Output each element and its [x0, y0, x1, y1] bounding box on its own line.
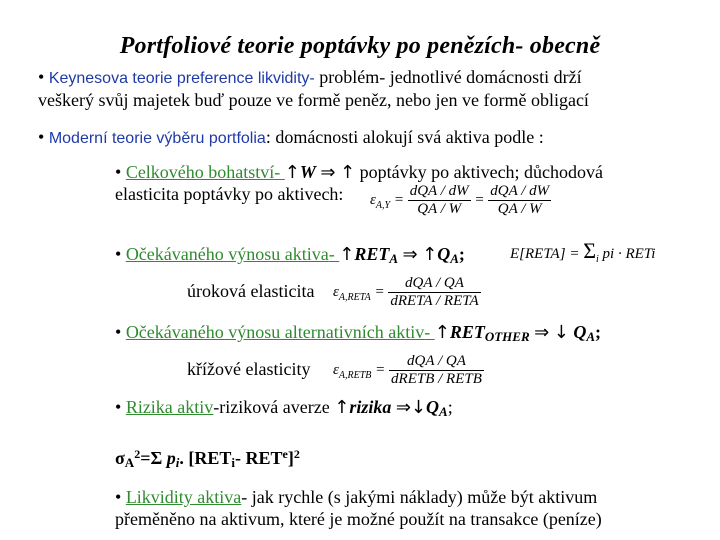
fraction: [408, 183, 471, 218]
q-subscript: A: [439, 404, 448, 419]
rate-elasticity-label: úroková elasticita: [187, 281, 315, 301]
arrow-up-icon: ↑: [422, 244, 438, 265]
sigma-superscript: 2: [134, 447, 141, 461]
variance-minus: - RET: [234, 448, 283, 468]
arrow-down-icon: ↓: [553, 322, 569, 343]
bullet: •: [38, 67, 45, 87]
liquidity-line2: přeměněno na aktivum, které je možné použít na transakce (peníze): [115, 509, 602, 529]
equals-sign: =: [393, 191, 404, 208]
implies-icon: ⇒: [395, 397, 411, 418]
equals-sign: =: [375, 361, 386, 378]
q-subscript: A: [450, 251, 459, 266]
sum-icon: Σ: [583, 238, 596, 263]
epsilon-symbol: ε: [333, 361, 339, 378]
cross-elasticity-formula: [333, 353, 484, 388]
income-elasticity-formula: [370, 183, 551, 218]
arrow-down-icon: ↓: [410, 397, 427, 418]
equals-sum: =Σ: [140, 448, 167, 468]
wealth-symbol: W: [299, 162, 316, 182]
liquidity-item: [115, 487, 597, 508]
keynes-theory-term: Keynesova teorie preference likvidity-: [48, 70, 315, 87]
bullet: •: [115, 244, 122, 264]
equals-sign: =: [474, 191, 485, 208]
wealth-line2: elasticita poptávky po aktivech:: [115, 184, 344, 204]
risk-item: [115, 397, 453, 422]
formula-subscript: A,RETA: [338, 291, 371, 303]
bullet: •: [115, 487, 122, 507]
q-symbol: Q: [426, 397, 440, 417]
fraction: [389, 353, 484, 388]
risk-word: rizika: [349, 397, 396, 417]
arrow-up-icon: ↑: [334, 397, 350, 418]
variance-formula: [115, 444, 300, 473]
arrow-up-icon: ↑: [340, 162, 356, 183]
bullet: •: [38, 127, 45, 147]
ret-symbol: RET: [449, 322, 485, 342]
equals-sign: =: [569, 246, 580, 262]
alternative-return-item: [115, 322, 601, 347]
equals-sign: =: [374, 283, 385, 300]
variance-close: ]: [287, 448, 294, 468]
formula-lhs: E[RETA]: [510, 246, 566, 262]
modern-rest: : domácnosti alokují svá aktiva podle :: [265, 127, 544, 147]
cross-elasticity-label: křížové elasticity: [187, 359, 311, 379]
bullet: •: [115, 322, 122, 342]
implies-icon: ⇒: [402, 244, 418, 265]
fraction: [388, 275, 480, 310]
p-symbol: p: [166, 448, 176, 468]
expected-dash: -: [328, 244, 340, 264]
q-symbol: Q: [573, 322, 587, 342]
page-title: Portfoliové teorie poptávky po penězích- obecně: [119, 33, 601, 59]
epsilon-symbol: ε: [370, 191, 376, 208]
formula-subscript: A,Y: [375, 199, 391, 211]
risk-rest: -riziková averze: [213, 397, 335, 417]
formula-subscript: A,RETB: [338, 369, 372, 381]
liquidity-term: Likvidity aktiva: [125, 487, 242, 507]
semicolon: ;: [594, 322, 601, 342]
ret-subscript: A: [389, 251, 399, 266]
p-subscript: i: [175, 455, 180, 470]
semicolon: ;: [447, 397, 453, 417]
fraction-denominator: QA / W: [497, 201, 542, 217]
ret-symbol: RET: [354, 244, 390, 264]
epsilon-symbol: ε: [333, 283, 339, 300]
keynes-line2: veškerý svůj majetek buď pouze ve formě peněz, nebo jen ve formě obligací: [38, 90, 589, 110]
ret-subscript: i: [231, 455, 235, 470]
fraction-denominator: dRETB / RETB: [391, 371, 482, 387]
implies-icon: ⇒: [534, 322, 550, 343]
keynes-line1: problém- jednotlivé domácnosti drží: [314, 67, 582, 87]
sigma-subscript: A: [124, 455, 135, 470]
expected-value-formula: [510, 238, 655, 265]
expected-return-item: [115, 244, 465, 269]
sigma-symbol: σ: [115, 448, 125, 468]
rate-elasticity-formula: [333, 275, 481, 310]
wealth-item: [115, 162, 603, 183]
fraction-numerator: dQA / QA: [388, 275, 480, 293]
arrow-up-icon: ↑: [284, 162, 300, 183]
formula-rhs: pi · RETi: [602, 246, 656, 262]
implies-icon: ⇒: [320, 162, 336, 183]
expected-return-term: Očekávaného výnosu aktiva: [125, 244, 329, 264]
q-subscript: A: [586, 329, 595, 344]
arrow-up-icon: ↑: [339, 244, 355, 265]
fraction-denominator: dRETA / RETA: [390, 293, 479, 309]
arrow-up-icon: ↑: [434, 322, 450, 343]
wealth-dash: -: [274, 162, 285, 182]
risk-term: Rizika aktiv: [125, 397, 214, 417]
fraction-numerator: dQA / QA: [389, 353, 484, 371]
modern-theory-term: Moderní teorie výběru portfolia: [48, 130, 266, 147]
wealth-line1: poptávky po aktivech; důchodová: [355, 162, 604, 182]
ret-subscript: OTHER: [484, 329, 530, 344]
q-symbol: Q: [437, 244, 451, 264]
keynes-paragraph: [38, 67, 582, 89]
square-superscript: 2: [293, 447, 300, 461]
alternative-dash: -: [424, 322, 435, 342]
variance-dot: . [RET: [179, 448, 232, 468]
bullet: •: [115, 397, 122, 417]
fraction-denominator: QA / W: [417, 201, 462, 217]
modern-paragraph: [38, 127, 544, 149]
wealth-term: Celkového bohatství: [125, 162, 275, 182]
semicolon: ;: [458, 244, 465, 264]
alternative-return-term: Očekávaného výnosu alternativních aktiv: [125, 322, 425, 342]
fraction-numerator: dQA / dW: [409, 183, 469, 199]
fraction: [488, 183, 551, 218]
liquidity-line1: - jak rychle (s jakými náklady) může být aktivum: [241, 487, 598, 507]
ret-superscript: e: [282, 447, 288, 461]
sum-index: i: [596, 254, 599, 265]
fraction-numerator: dQA / dW: [490, 183, 550, 199]
bullet: •: [115, 162, 122, 182]
